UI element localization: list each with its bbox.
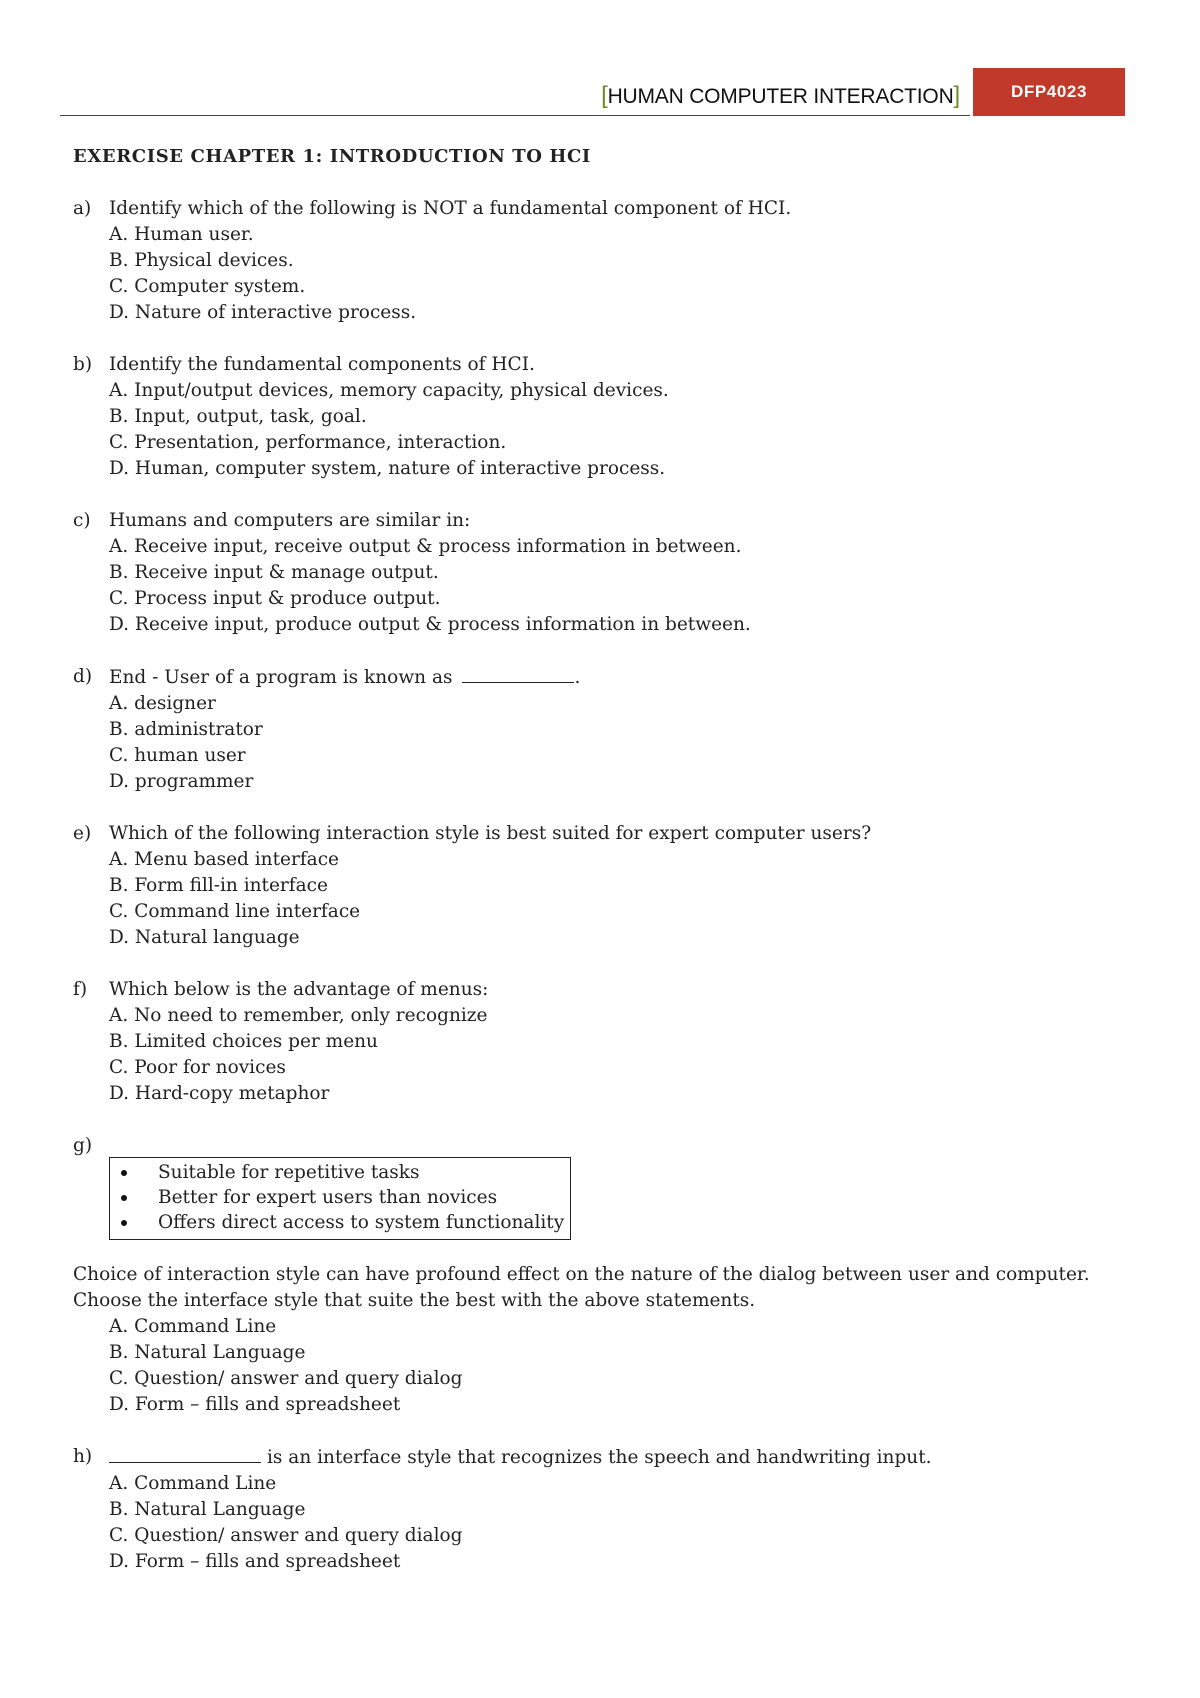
option-c: C. human user bbox=[109, 745, 246, 766]
question-h bbox=[73, 1444, 1123, 1575]
question-text: Identify which of the following is NOT a fundamental component of HCI. bbox=[109, 198, 792, 219]
option-d: D. Nature of interactive process. bbox=[109, 302, 417, 323]
option-b: B. Form fill-in interface bbox=[109, 875, 328, 896]
question-text-suffix: . bbox=[574, 667, 581, 688]
question-text bbox=[109, 1444, 1123, 1471]
question-c bbox=[73, 508, 1123, 638]
question-label: g) bbox=[73, 1135, 93, 1156]
option-c: C. Process input & produce output. bbox=[109, 588, 441, 609]
header-close-bracket: ] bbox=[953, 82, 960, 109]
option-c: C. Computer system. bbox=[109, 276, 306, 297]
option-b: B. Natural Language bbox=[109, 1499, 306, 1520]
option-d: D. Natural language bbox=[109, 927, 300, 948]
answer-blank bbox=[109, 1444, 261, 1463]
page-title: EXERCISE CHAPTER 1: INTRODUCTION TO HCI bbox=[73, 146, 591, 167]
bullet-item bbox=[110, 1185, 570, 1210]
header-title bbox=[601, 82, 960, 110]
option-a: A. Menu based interface bbox=[109, 849, 340, 870]
option-c: C. Question/ answer and query dialog bbox=[109, 1368, 463, 1389]
question-label: f) bbox=[73, 979, 88, 1000]
option-b: B. Physical devices. bbox=[109, 250, 294, 271]
question-label: d) bbox=[73, 666, 93, 687]
course-code-badge: DFP4023 bbox=[973, 68, 1125, 116]
option-c: C. Question/ answer and query dialog bbox=[109, 1525, 463, 1546]
option-d: D. Hard-copy metaphor bbox=[109, 1083, 330, 1104]
page-header bbox=[60, 68, 1125, 116]
option-a: A. No need to remember, only recognize bbox=[109, 1005, 488, 1026]
question-text: Humans and computers are similar in: bbox=[109, 510, 471, 531]
bullet-icon bbox=[121, 1220, 127, 1226]
option-c: C. Command line interface bbox=[109, 901, 361, 922]
header-rule bbox=[60, 115, 970, 116]
question-b bbox=[73, 352, 1123, 482]
option-b: B. Natural Language bbox=[109, 1342, 306, 1363]
option-a: A. designer bbox=[109, 693, 216, 714]
option-b: B. Receive input & manage output. bbox=[109, 562, 439, 583]
options-list bbox=[109, 1314, 1123, 1418]
question-text: Identify the fundamental components of HCI. bbox=[109, 354, 535, 375]
option-b: B. Limited choices per menu bbox=[109, 1031, 378, 1052]
question-d bbox=[73, 664, 1123, 795]
option-d: D. Form – fills and spreadsheet bbox=[109, 1394, 401, 1415]
question-text: Which of the following interaction style is best suited for expert computer users? bbox=[109, 823, 872, 844]
question-text: Which below is the advantage of menus: bbox=[109, 979, 489, 1000]
bullet-text: Better for expert users than novices bbox=[158, 1187, 498, 1208]
question-g bbox=[73, 1133, 1123, 1418]
question-label: c) bbox=[73, 510, 91, 531]
option-d: D. programmer bbox=[109, 771, 254, 792]
question-text bbox=[109, 664, 1123, 691]
option-d: D. Receive input, produce output & process information in between. bbox=[109, 614, 751, 635]
question-a bbox=[73, 196, 1123, 326]
option-b: B. administrator bbox=[109, 719, 263, 740]
question-text-main: is an interface style that recognizes the speech and handwriting input. bbox=[267, 1447, 932, 1468]
option-a: A. Command Line bbox=[109, 1473, 277, 1494]
bullet-icon bbox=[121, 1170, 127, 1176]
answer-blank bbox=[462, 664, 574, 683]
question-paragraph: Choice of interaction style can have profound effect on the nature of the dialog between user and computer. Choose the interface style that suite the best with the above statements. bbox=[73, 1264, 1090, 1311]
question-label: e) bbox=[73, 823, 92, 844]
option-a: A. Input/output devices, memory capacity, physical devices. bbox=[109, 380, 669, 401]
question-label: h) bbox=[73, 1446, 93, 1467]
question-text-main: End - User of a program is known as bbox=[109, 667, 453, 688]
header-open-bracket: [ bbox=[601, 82, 608, 109]
question-e bbox=[73, 821, 1123, 951]
option-a: A. Human user. bbox=[109, 224, 254, 245]
option-c: C. Presentation, performance, interaction. bbox=[109, 432, 507, 453]
bullet-item bbox=[110, 1210, 570, 1235]
header-title-text: HUMAN COMPUTER INTERACTION bbox=[607, 85, 954, 108]
option-c: C. Poor for novices bbox=[109, 1057, 286, 1078]
statements-box bbox=[109, 1157, 571, 1240]
bullet-item bbox=[110, 1160, 570, 1185]
bullet-icon bbox=[121, 1195, 127, 1201]
bullet-text: Suitable for repetitive tasks bbox=[158, 1162, 420, 1183]
option-d: D. Human, computer system, nature of interactive process. bbox=[109, 458, 666, 479]
question-list bbox=[73, 196, 1123, 1601]
option-b: B. Input, output, task, goal. bbox=[109, 406, 367, 427]
option-a: A. Receive input, receive output & process information in between. bbox=[109, 536, 742, 557]
question-f bbox=[73, 977, 1123, 1107]
question-label: b) bbox=[73, 354, 93, 375]
bullet-text: Offers direct access to system functionality bbox=[158, 1212, 565, 1233]
option-a: A. Command Line bbox=[109, 1316, 277, 1337]
question-label: a) bbox=[73, 198, 92, 219]
option-d: D. Form – fills and spreadsheet bbox=[109, 1551, 401, 1572]
